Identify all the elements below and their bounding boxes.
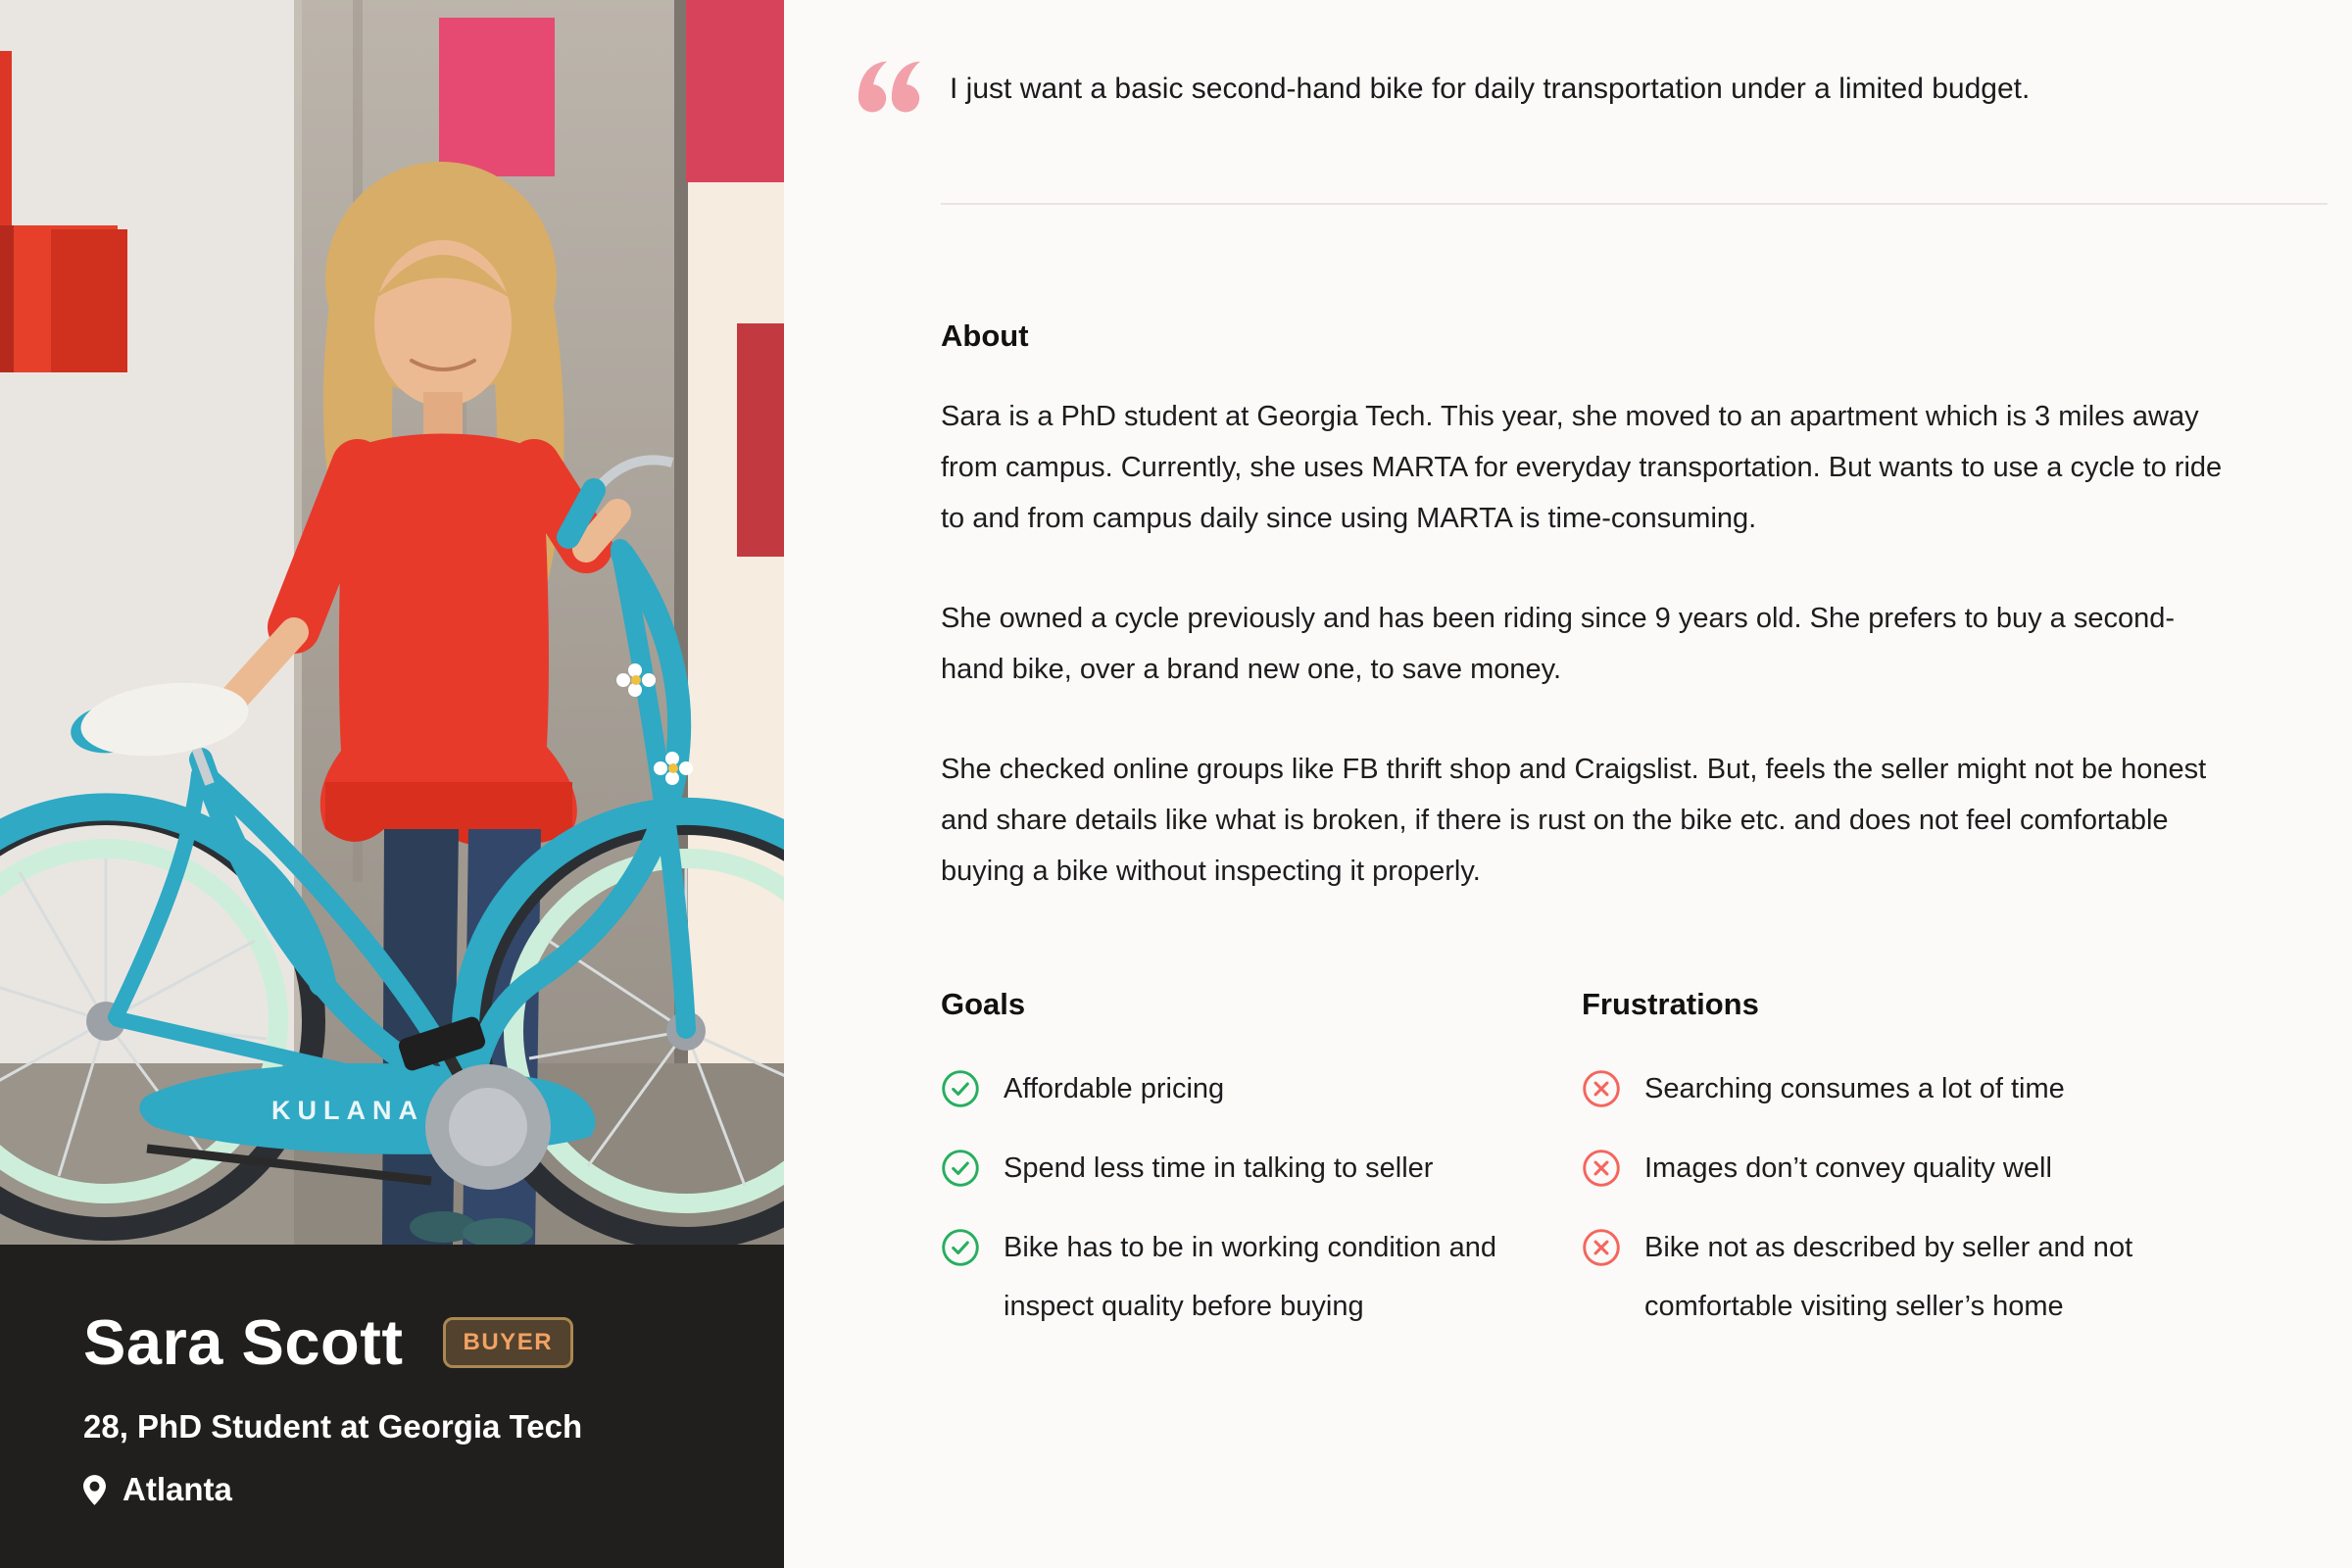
location-pin-icon: [83, 1475, 106, 1505]
persona-subtitle: 28, PhD Student at Georgia Tech: [83, 1408, 583, 1445]
frustrations-heading: Frustrations: [1582, 987, 1759, 1021]
goal-item: Spend less time in talking to seller: [941, 1139, 1582, 1198]
frustration-item: Bike not as described by seller and not comfortable visiting seller’s home: [1582, 1218, 2189, 1336]
goal-item: Affordable pricing: [941, 1059, 1582, 1118]
about-paragraph: She checked online groups like FB thrift shop and Craigslist. But, feels the seller might not be honest and share details like what is broken, if there is rust on the bike etc. and does not feel comfortable buying a bike without inspecting it properly.: [941, 754, 2207, 887]
about-heading: About: [941, 318, 1029, 353]
persona-location: Atlanta: [122, 1471, 232, 1507]
persona-name: Sara Scott: [83, 1306, 404, 1378]
goals-heading: Goals: [941, 987, 1026, 1021]
bike-brand-text: KULANA: [271, 1096, 424, 1125]
goals-section: [941, 987, 1582, 1356]
frustrations-section: [1582, 987, 2189, 1356]
double-quote-icon: [858, 61, 922, 119]
frustration-item: Searching consumes a lot of time: [1582, 1059, 2189, 1118]
persona-photo: [0, 0, 784, 1245]
persona-info-panel: [0, 1245, 784, 1568]
right-column: [784, 0, 2352, 1568]
quote-text: I just want a basic second-hand bike for daily transportation under a limited budget.: [950, 73, 2031, 105]
divider: [941, 203, 2328, 205]
left-column: [0, 0, 784, 1568]
goals-frustrations: [941, 987, 2352, 1356]
frustration-item: Images don’t convey quality well: [1582, 1139, 2189, 1198]
about-paragraph: Sara is a PhD student at Georgia Tech. This year, she moved to an apartment which is 3 miles away from campus. Currently, she uses MARTA for everyday transportation. But wants to use a cycle to ride to and from campus daily since using MARTA is time-consuming.: [941, 401, 2223, 534]
x-circle-icon: [1582, 1149, 1621, 1188]
check-circle-icon: [941, 1069, 980, 1108]
quote-block: [858, 57, 2313, 119]
check-circle-icon: [941, 1228, 980, 1267]
role-badge: BUYER: [443, 1317, 574, 1368]
x-circle-icon: [1582, 1228, 1621, 1267]
about-paragraph: She owned a cycle previously and has been riding since 9 years old. She prefers to buy a second-hand bike, over a brand new one, to save money.: [941, 603, 2176, 685]
persona-location-row: [83, 1471, 745, 1508]
x-circle-icon: [1582, 1069, 1621, 1108]
goal-item: Bike has to be in working condition and inspect quality before buying: [941, 1218, 1582, 1336]
about-section: [941, 318, 2225, 897]
check-circle-icon: [941, 1149, 980, 1188]
